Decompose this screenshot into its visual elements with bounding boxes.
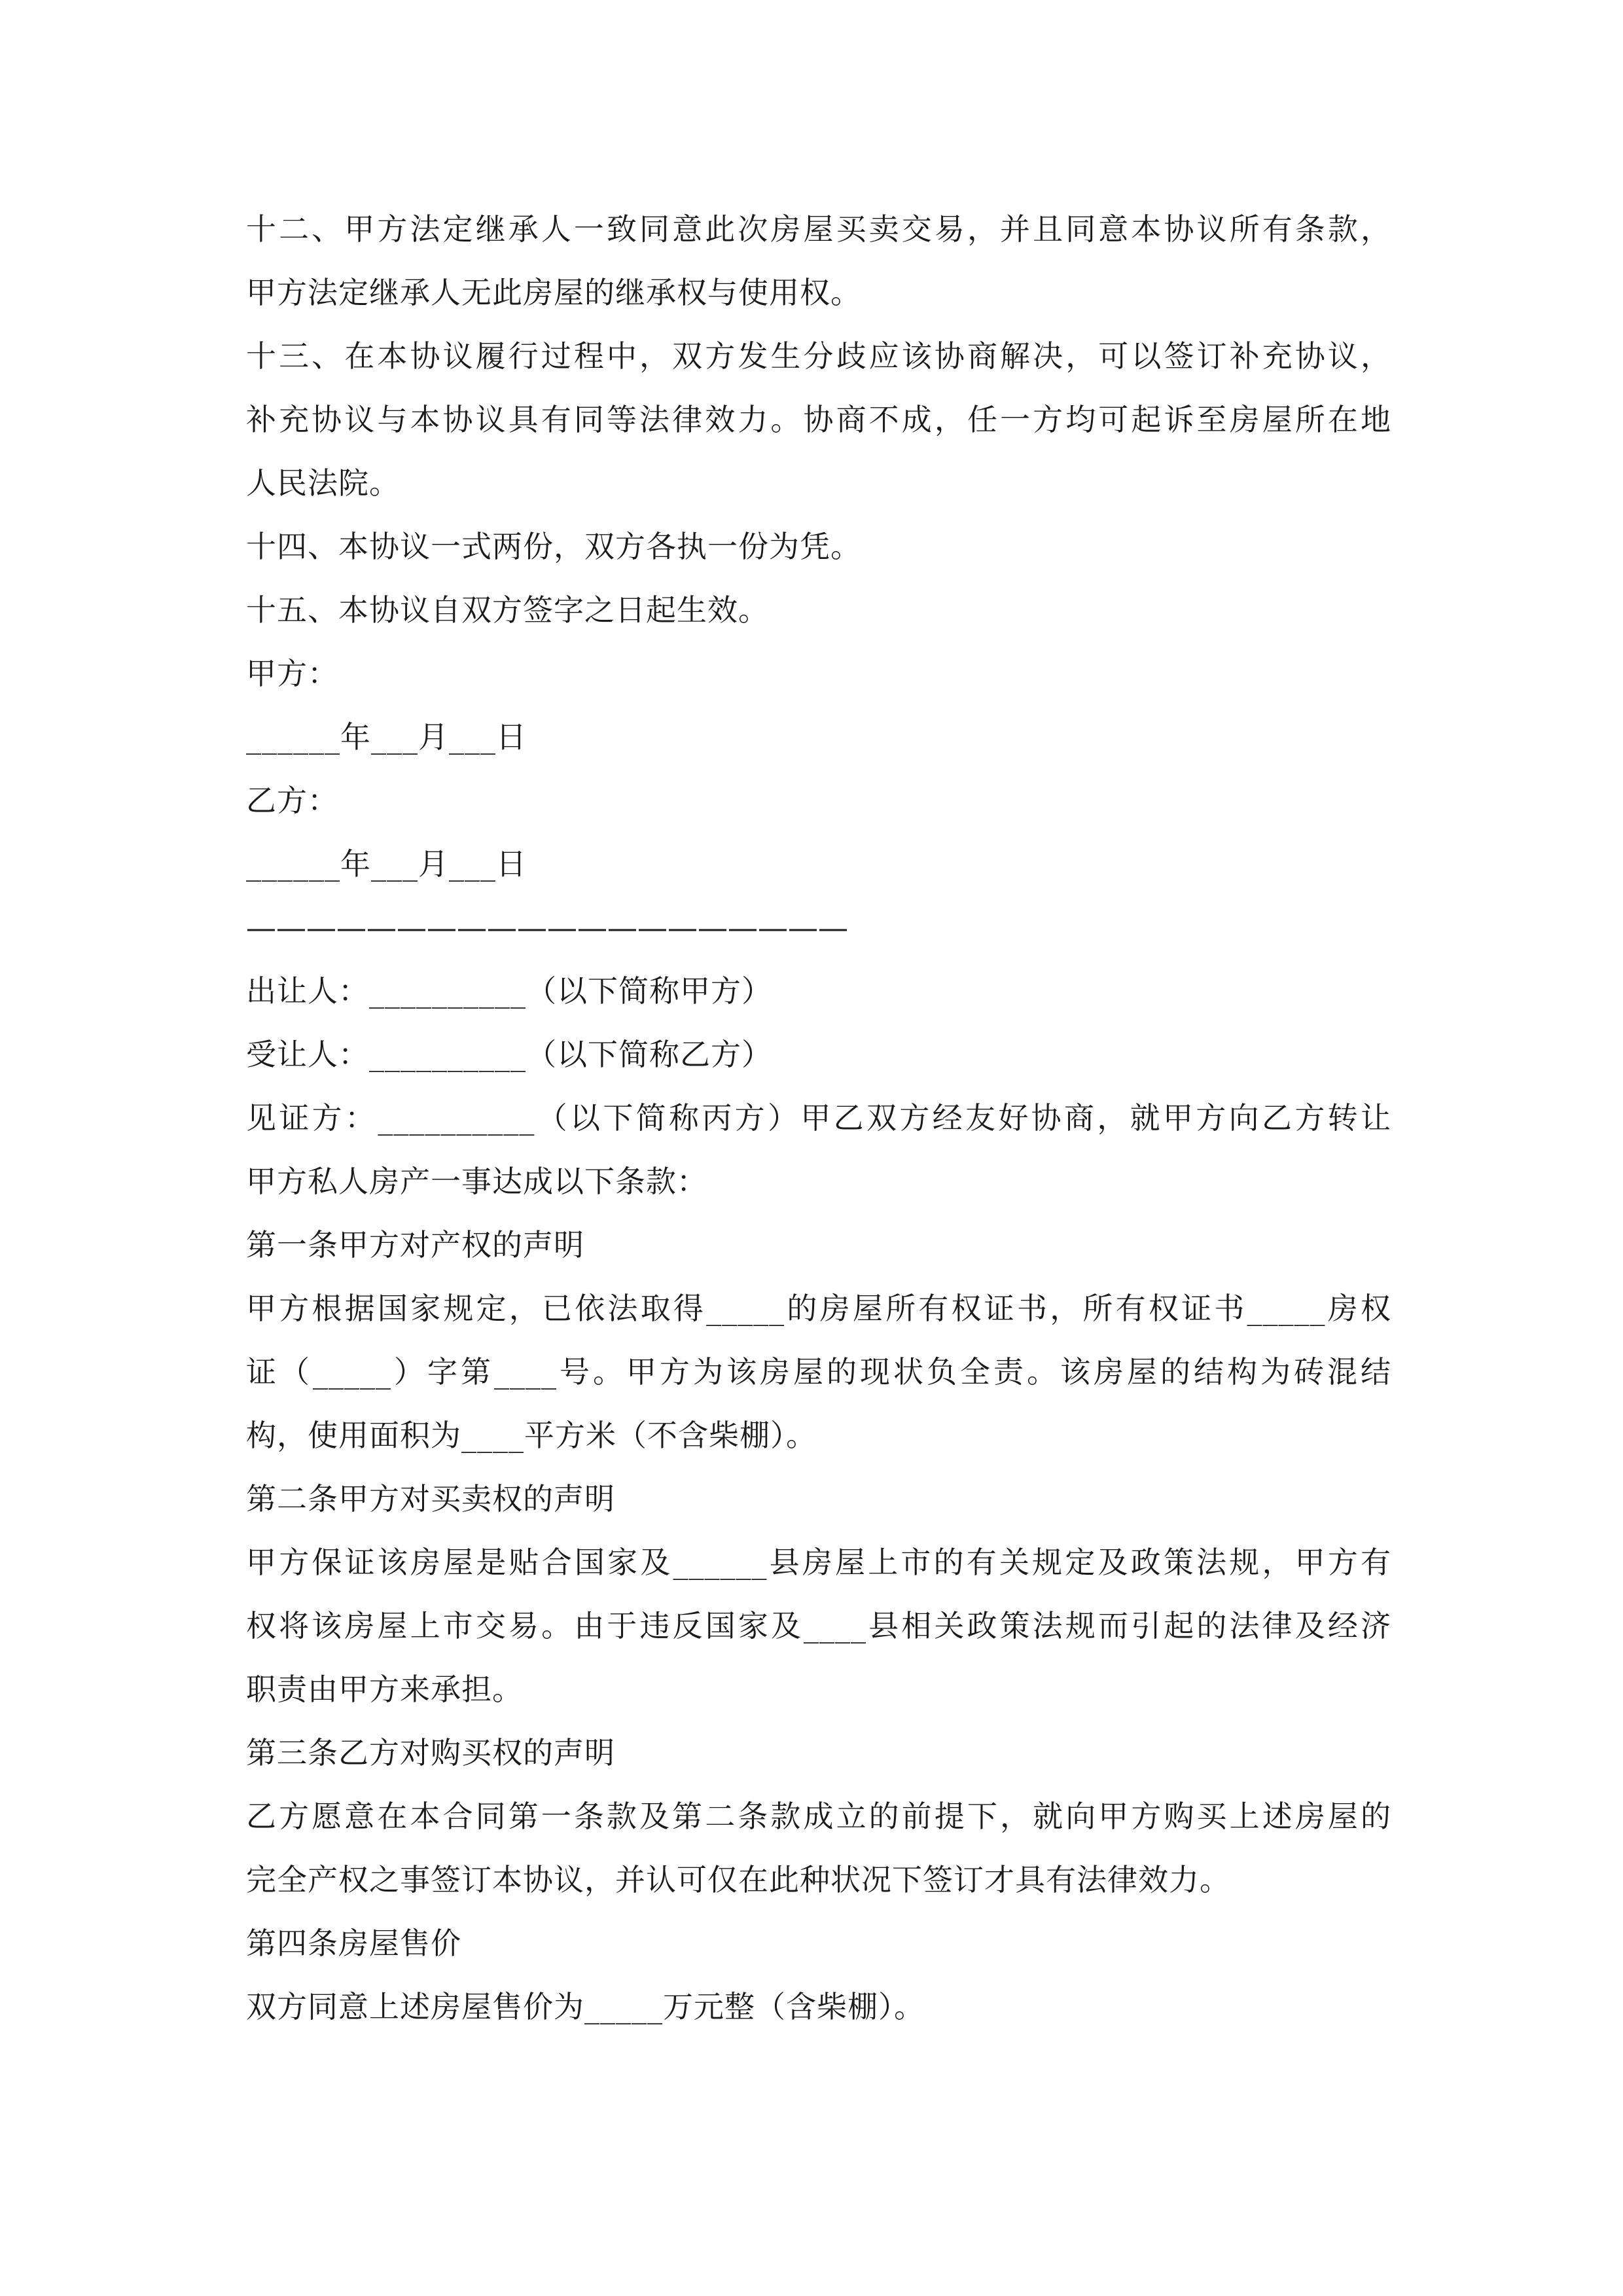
article-2-heading: 第二条甲方对买卖权的声明 bbox=[246, 1481, 615, 1516]
section-divider: ———————————————————— bbox=[246, 910, 848, 945]
article-1-line-3: 构，使用面积为____平方米（不含柴棚）。 bbox=[246, 1418, 817, 1453]
party-a-date: ______年___月___日 bbox=[246, 719, 527, 755]
party-b-date: ______年___月___日 bbox=[246, 846, 527, 882]
article-2-line-1: 甲方保证该房屋是贴合国家及______县房屋上市的有关规定及政策法规，甲方有 bbox=[246, 1545, 1391, 1580]
witness-line-1: 见证方：__________（以下简称丙方）甲乙双方经友好协商，就甲方向乙方转让 bbox=[246, 1100, 1391, 1136]
transferor-line: 出让人：__________（以下简称甲方） bbox=[246, 973, 772, 1009]
article-4-heading: 第四条房屋售价 bbox=[246, 1926, 461, 1961]
transferee-line: 受让人：__________（以下简称乙方） bbox=[246, 1037, 772, 1072]
witness-line-2: 甲方私人房产一事达成以下条款： bbox=[246, 1164, 707, 1199]
clause-13-line-2: 补充协议与本协议具有同等法律效力。协商不成，任一方均可起诉至房屋所在地 bbox=[246, 402, 1391, 437]
article-2-line-2: 权将该房屋上市交易。由于违反国家及____县相关政策法规而引起的法律及经济 bbox=[246, 1608, 1391, 1643]
article-3-heading: 第三条乙方对购买权的声明 bbox=[246, 1735, 615, 1770]
article-3-line-2: 完全产权之事签订本协议，并认可仅在此种状况下签订才具有法律效力。 bbox=[246, 1862, 1230, 1897]
article-2-line-3: 职责由甲方来承担。 bbox=[246, 1672, 523, 1707]
article-1-line-2: 证（_____）字第____号。甲方为该房屋的现状负全责。该房屋的结构为砖混结 bbox=[246, 1354, 1391, 1390]
article-1-line-1: 甲方根据国家规定，已依法取得_____的房屋所有权证书，所有权证书_____房权 bbox=[246, 1291, 1391, 1326]
party-b-label: 乙方： bbox=[246, 783, 338, 818]
party-a-label: 甲方： bbox=[246, 656, 338, 691]
article-1-heading: 第一条甲方对产权的声明 bbox=[246, 1227, 584, 1263]
article-3-line-1: 乙方愿意在本合同第一条款及第二条款成立的前提下，就向甲方购买上述房屋的 bbox=[246, 1799, 1391, 1834]
article-4-line-1: 双方同意上述房屋售价为_____万元整（含柴棚）。 bbox=[246, 1989, 925, 2024]
clause-14: 十四、本协议一式两份，双方各执一份为凭。 bbox=[246, 529, 861, 564]
clause-12-line-2: 甲方法定继承人无此房屋的继承权与使用权。 bbox=[246, 275, 861, 310]
clause-12-line-1: 十二、甲方法定继承人一致同意此次房屋买卖交易，并且同意本协议所有条款， bbox=[246, 211, 1391, 247]
clause-13-line-1: 十三、在本协议履行过程中，双方发生分歧应该协商解决，可以签订补充协议， bbox=[246, 338, 1391, 374]
clause-15: 十五、本协议自双方签字之日起生效。 bbox=[246, 592, 769, 628]
clause-13-line-3: 人民法院。 bbox=[246, 465, 400, 501]
